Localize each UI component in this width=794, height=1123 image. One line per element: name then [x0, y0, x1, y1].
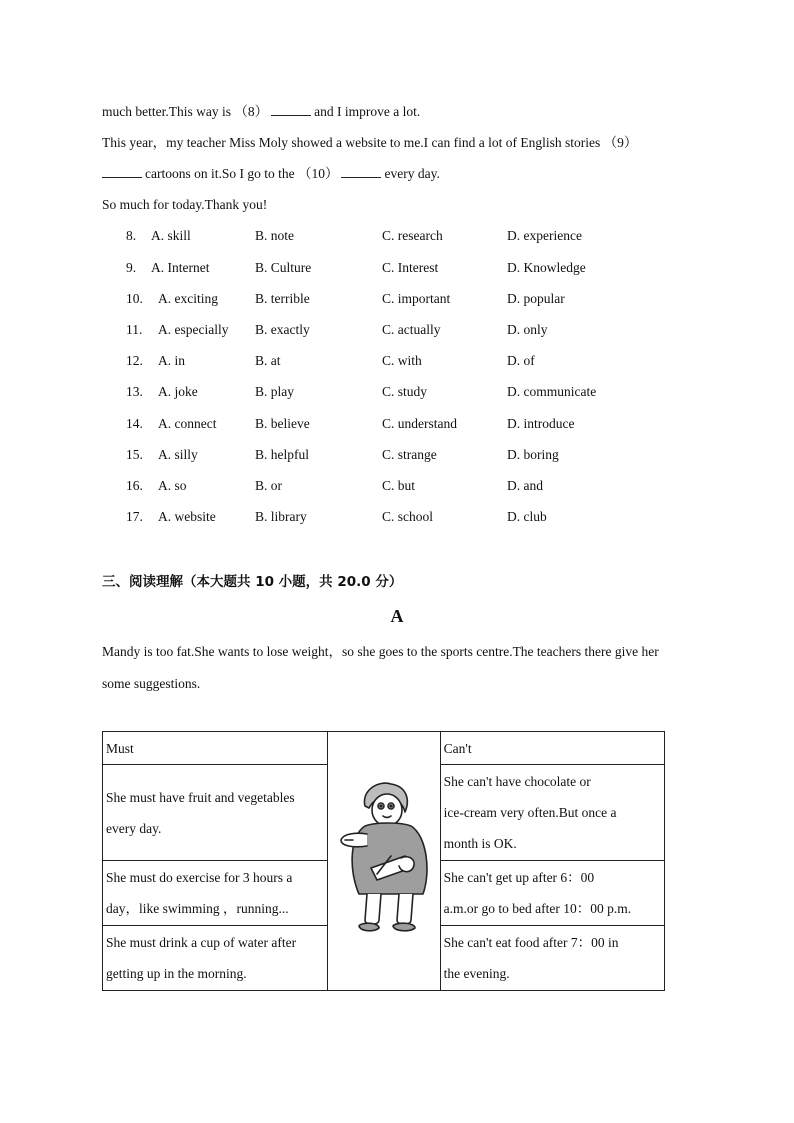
table-row — [103, 732, 665, 765]
option-b[interactable]: B. play — [255, 384, 294, 399]
cartoon-girl-icon — [331, 776, 437, 936]
cloze-text: So much for today.Thank you! — [102, 197, 268, 212]
option-b[interactable]: B. believe — [255, 416, 310, 431]
option-a[interactable]: A. in — [158, 353, 185, 368]
question-row — [0, 227, 794, 245]
passage-title: A — [390, 606, 404, 626]
cloze-line-3 — [102, 165, 440, 183]
cloze-text: This year，my teacher Miss Moly showed a website to me.I can find a lot of English stories （9） — [102, 135, 638, 150]
cell-line: getting up in the morning. — [106, 966, 247, 981]
option-a[interactable]: A. Internet — [151, 260, 210, 275]
option-d[interactable]: D. boring — [507, 447, 559, 462]
question-row — [0, 259, 794, 277]
answer-blank-9[interactable] — [102, 165, 142, 178]
question-row — [0, 352, 794, 370]
question-number: 14. — [126, 416, 143, 431]
cell-line: She can't get up after 6：00 — [443, 870, 595, 885]
option-c[interactable]: C. school — [382, 509, 434, 524]
question-number: 8. — [126, 228, 137, 243]
question-row — [0, 290, 794, 308]
option-d[interactable]: D. experience — [507, 228, 582, 243]
must-item — [103, 765, 328, 861]
must-item — [103, 926, 328, 991]
cloze-text: and I improve a lot. — [314, 104, 421, 119]
cloze-line-2 — [102, 134, 637, 152]
option-c[interactable]: C. strange — [382, 447, 437, 462]
cant-item — [440, 861, 664, 926]
option-b[interactable]: B. at — [255, 353, 281, 368]
cell-line: the evening. — [443, 966, 510, 981]
question-number: 11. — [126, 322, 143, 337]
option-c[interactable]: C. important — [382, 291, 451, 306]
cell-line: She must do exercise for 3 hours a — [106, 870, 293, 885]
cell-line: month is OK. — [443, 836, 517, 851]
option-d[interactable]: D. and — [507, 478, 543, 493]
option-a[interactable]: A. connect — [158, 416, 217, 431]
cell-line: She must drink a cup of water after — [106, 935, 297, 950]
cloze-line-1 — [102, 103, 420, 121]
option-c[interactable]: C. but — [382, 478, 416, 493]
option-d[interactable]: D. only — [507, 322, 548, 337]
question-number: 15. — [126, 447, 143, 462]
cell-line: She can't have chocolate or — [443, 774, 591, 789]
answer-blank-8[interactable] — [271, 103, 311, 116]
option-d[interactable]: D. popular — [507, 291, 565, 306]
option-d[interactable]: D. communicate — [507, 384, 597, 399]
cell-line: She must have fruit and vegetables — [106, 789, 295, 805]
passage-intro — [102, 636, 692, 700]
option-b[interactable]: B. Culture — [255, 260, 312, 275]
option-a[interactable]: A. especially — [158, 322, 229, 337]
cell-line: every day. — [106, 820, 162, 836]
option-b[interactable]: B. or — [255, 478, 282, 493]
option-a[interactable]: A. website — [158, 509, 216, 524]
cell-line: ice-cream very often.But once a — [443, 805, 617, 820]
passage-line: some suggestions. — [102, 676, 201, 691]
question-number: 12. — [126, 353, 143, 368]
option-c[interactable]: C. Interest — [382, 260, 439, 275]
question-row — [0, 477, 794, 495]
cell-line: She can't eat food after 7：00 in — [443, 935, 619, 950]
question-number: 17. — [126, 509, 143, 524]
question-row — [0, 415, 794, 433]
cloze-text: much better.This way is （8） — [102, 104, 269, 119]
question-number: 16. — [126, 478, 143, 493]
cell-line: day，like swimming ，running... — [106, 901, 289, 916]
option-a[interactable]: A. exciting — [158, 291, 218, 306]
question-row — [0, 446, 794, 464]
option-b[interactable]: B. helpful — [255, 447, 309, 462]
option-b[interactable]: B. note — [255, 228, 294, 243]
option-d[interactable]: D. introduce — [507, 416, 575, 431]
option-a[interactable]: A. silly — [158, 447, 198, 462]
option-c[interactable]: C. understand — [382, 416, 457, 431]
illustration-cell — [327, 732, 440, 991]
cloze-text: cartoons on it.So I go to the （10） — [145, 166, 339, 181]
section-heading: 三、阅读理解（本大题共 10 小题，共 20.0 分） — [102, 574, 403, 590]
option-c[interactable]: C. with — [382, 353, 422, 368]
option-d[interactable]: D. of — [507, 353, 535, 368]
option-d[interactable]: D. Knowledge — [507, 260, 586, 275]
cell-line: a.m.or go to bed after 10：00 p.m. — [443, 901, 632, 916]
option-c[interactable]: C. study — [382, 384, 428, 399]
question-row — [0, 508, 794, 526]
option-b[interactable]: B. exactly — [255, 322, 310, 337]
option-c[interactable]: C. research — [382, 228, 443, 243]
cloze-text: every day. — [384, 166, 440, 181]
must-header: Must — [103, 732, 328, 765]
cant-item — [440, 926, 664, 991]
question-number: 9. — [126, 260, 137, 275]
option-b[interactable]: B. library — [255, 509, 307, 524]
question-row — [0, 383, 794, 401]
option-a[interactable]: A. joke — [158, 384, 198, 399]
option-c[interactable]: C. actually — [382, 322, 441, 337]
cant-header: Can't — [440, 732, 664, 765]
option-b[interactable]: B. terrible — [255, 291, 310, 306]
option-d[interactable]: D. club — [507, 509, 547, 524]
option-a[interactable]: A. so — [158, 478, 187, 493]
cloze-line-4 — [102, 196, 267, 214]
option-a[interactable]: A. skill — [151, 228, 191, 243]
suggestions-table — [102, 731, 665, 991]
answer-blank-10[interactable] — [341, 165, 381, 178]
must-item — [103, 861, 328, 926]
question-number: 10. — [126, 291, 143, 306]
question-row — [0, 321, 794, 339]
passage-line: Mandy is too fat.She wants to lose weight，so she goes to the sports centre.The teachers there give her — [102, 644, 659, 659]
cant-item — [440, 765, 664, 861]
question-number: 13. — [126, 384, 143, 399]
